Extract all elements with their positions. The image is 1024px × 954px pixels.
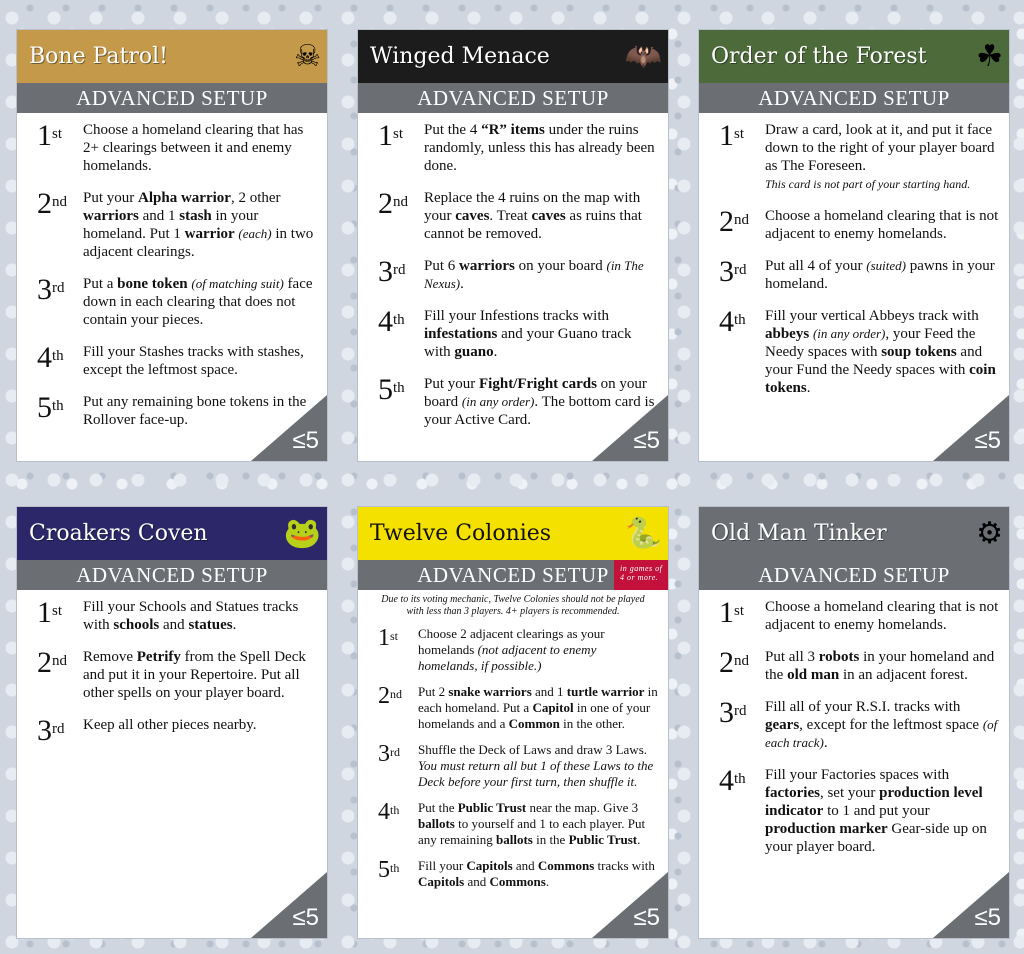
step-text: Put the 4 “R” items under the ruins randomly, unless this has already been done. bbox=[424, 122, 655, 174]
card-banner bbox=[17, 507, 327, 560]
step-ordinal: 2nd bbox=[719, 205, 749, 238]
setup-step bbox=[719, 598, 999, 634]
setup-step bbox=[719, 766, 999, 856]
setup-step bbox=[378, 307, 658, 361]
step-ordinal: 1st bbox=[37, 119, 63, 152]
step-ordinal: 2nd bbox=[378, 683, 402, 709]
step-ordinal: 1st bbox=[719, 119, 745, 152]
setup-step bbox=[378, 742, 658, 790]
step-ordinal: 5th bbox=[37, 391, 64, 424]
step-ordinal: 5th bbox=[378, 373, 405, 406]
player-count-label: ≤5 bbox=[974, 427, 1001, 454]
bat-icon: 🦇 bbox=[624, 39, 662, 73]
card-title: Old Man Tinker bbox=[711, 521, 887, 546]
advanced-setup-header bbox=[17, 560, 327, 590]
step-text: Shuffle the Deck of Laws and draw 3 Laws. You must return all but 1 of these Laws to the Deck before your first turn, then shuffle it. bbox=[418, 742, 654, 789]
card-banner bbox=[358, 507, 668, 560]
hooded-figure-icon: ☘ bbox=[976, 39, 1003, 73]
setup-step bbox=[37, 189, 317, 261]
setup-step bbox=[37, 648, 317, 702]
step-text: Fill your vertical Abbeys track with abbeys (in any order), your Feed the Needy spaces with soup tokens and your Fund the Needy spaces with coin tokens. bbox=[765, 308, 996, 396]
step-text: Replace the 4 ruins on the map with your caves. Treat caves as ruins that cannot be removed. bbox=[424, 190, 642, 242]
advanced-setup-label: ADVANCED SETUP bbox=[76, 85, 268, 110]
setup-step bbox=[37, 275, 317, 329]
step-text: Fill your Capitols and Commons tracks with Capitols and Commons. bbox=[418, 858, 655, 889]
setup-step bbox=[37, 716, 317, 746]
setup-step bbox=[719, 307, 999, 397]
step-text: Put a bone token (of matching suit) face down in each clearing that does not contain your pieces. bbox=[83, 276, 313, 328]
step-ordinal: 4th bbox=[378, 799, 400, 825]
player-count-corner bbox=[251, 872, 327, 938]
advanced-setup-label: ADVANCED SETUP bbox=[758, 562, 950, 587]
step-ordinal: 3rd bbox=[378, 255, 406, 288]
setup-step bbox=[378, 257, 658, 293]
player-count-corner bbox=[933, 872, 1009, 938]
setup-step bbox=[378, 626, 658, 674]
step-text: Put your Alpha warrior, 2 other warriors and 1 stash in your homeland. Put 1 warrior (each) in two adjacent clearings. bbox=[83, 190, 314, 260]
step-text: Choose a homeland clearing that is not adjacent to enemy homelands. bbox=[765, 599, 999, 633]
advanced-setup-label: ADVANCED SETUP bbox=[417, 85, 609, 110]
steps-list bbox=[699, 113, 1009, 397]
advanced-setup-label: ADVANCED SETUP bbox=[76, 562, 268, 587]
card-banner bbox=[699, 507, 1009, 560]
card-note: Due to its voting mechanic, Twelve Colonies should not be played with less than 3 players. 4+ players is recommended. bbox=[381, 594, 645, 617]
step-text: Fill your Factories spaces with factories, set your production level indicator to 1 and put your production marker Gear-side up on your player board. bbox=[765, 767, 987, 855]
step-text: Put all 3 robots in your homeland and the old man in an adjacent forest. bbox=[765, 649, 995, 683]
setup-step bbox=[719, 648, 999, 684]
step-text: Put any remaining bone tokens in the Rollover face-up. bbox=[83, 394, 307, 428]
step-text: Choose a homeland clearing that is not adjacent to enemy homelands. bbox=[765, 208, 999, 242]
step-ordinal: 1st bbox=[37, 596, 63, 629]
step-text: Fill all of your R.S.I. tracks with gears, except for the leftmost space (of each track). bbox=[765, 699, 998, 751]
setup-step bbox=[719, 207, 999, 243]
steps-list bbox=[358, 113, 668, 429]
steps-list bbox=[17, 113, 327, 429]
step-ordinal: 1st bbox=[378, 119, 404, 152]
advanced-setup-header bbox=[358, 560, 668, 590]
step-ordinal: 4th bbox=[37, 341, 64, 374]
player-count-corner bbox=[251, 395, 327, 461]
player-count-label: ≤5 bbox=[292, 427, 319, 454]
setup-step bbox=[37, 121, 317, 175]
advanced-setup-header bbox=[699, 560, 1009, 590]
setup-card bbox=[699, 30, 1009, 461]
setup-step bbox=[719, 121, 999, 193]
step-ordinal: 1st bbox=[378, 625, 399, 651]
step-ordinal: 4th bbox=[719, 305, 746, 338]
setup-card bbox=[699, 507, 1009, 938]
setup-step bbox=[378, 189, 658, 243]
step-ordinal: 3rd bbox=[37, 273, 65, 306]
advanced-setup-header bbox=[699, 83, 1009, 113]
card-title: Croakers Coven bbox=[29, 521, 208, 546]
card-banner bbox=[17, 30, 327, 83]
step-ordinal: 2nd bbox=[378, 187, 408, 220]
player-count-corner bbox=[933, 395, 1009, 461]
step-text: Draw a card, look at it, and put it face down to the right of your player board as The Foreseen. This card is not part of your starting hand. bbox=[765, 121, 999, 193]
step-text: Put 2 snake warriors and 1 turtle warrior in each homeland. Put a Capitol in one of your homelands and a Common in the other. bbox=[418, 684, 658, 731]
setup-step bbox=[378, 121, 658, 175]
steps-list bbox=[699, 590, 1009, 856]
step-text: Choose 2 adjacent clearings as your homelands (not adjacent to enemy homelands, if possible.) bbox=[418, 626, 605, 673]
skeleton-icon: ☠ bbox=[294, 39, 321, 73]
step-ordinal: 2nd bbox=[37, 646, 67, 679]
setup-card bbox=[358, 507, 668, 938]
step-text: Fill your Schools and Statues tracks with schools and statues. bbox=[83, 599, 299, 633]
steps-list bbox=[358, 618, 668, 890]
player-count-label: ≤5 bbox=[292, 904, 319, 931]
player-count-corner bbox=[592, 872, 668, 938]
step-text: Choose a homeland clearing that has 2+ clearings between it and enemy homelands. bbox=[83, 122, 304, 174]
step-ordinal: 5th bbox=[378, 857, 400, 883]
step-ordinal: 1st bbox=[719, 596, 745, 629]
card-title: Winged Menace bbox=[370, 44, 550, 69]
old-man-icon: ⚙ bbox=[976, 516, 1003, 550]
card-banner bbox=[699, 30, 1009, 83]
setup-step bbox=[719, 257, 999, 293]
setup-card bbox=[17, 507, 327, 938]
advanced-setup-header bbox=[358, 83, 668, 113]
steps-list bbox=[17, 590, 327, 746]
card-title: Order of the Forest bbox=[711, 44, 927, 69]
step-ordinal: 3rd bbox=[37, 714, 65, 747]
card-banner bbox=[358, 30, 668, 83]
step-ordinal: 4th bbox=[719, 764, 746, 797]
step-text: Put 6 warriors on your board (in The Nexus). bbox=[424, 258, 644, 292]
setup-step bbox=[37, 343, 317, 379]
step-ordinal: 3rd bbox=[719, 696, 747, 729]
step-ordinal: 4th bbox=[378, 305, 405, 338]
card-title: Twelve Colonies bbox=[370, 521, 552, 546]
snake-icon: 🐍 bbox=[624, 516, 662, 550]
setup-step bbox=[378, 800, 658, 848]
setup-step bbox=[37, 598, 317, 634]
step-note: This card is not part of your starting hand. bbox=[765, 177, 971, 191]
player-count-label: ≤5 bbox=[633, 427, 660, 454]
step-text: Put your Fight/Fright cards on your board (in any order). The bottom card is your Active Card. bbox=[424, 376, 655, 428]
step-text: Fill your Stashes tracks with stashes, except the leftmost space. bbox=[83, 344, 304, 378]
step-text: Put all 4 of your (suited) pawns in your homeland. bbox=[765, 258, 995, 292]
advanced-setup-label: ADVANCED SETUP bbox=[758, 85, 950, 110]
step-text: Fill your Infestions tracks with infestations and your Guano track with guano. bbox=[424, 308, 632, 360]
step-ordinal: 3rd bbox=[378, 741, 400, 767]
frog-icon: 🐸 bbox=[283, 516, 321, 550]
setup-card bbox=[358, 30, 668, 461]
setup-card bbox=[17, 30, 327, 461]
step-text: Keep all other pieces nearby. bbox=[83, 717, 257, 733]
step-text: Remove Petrify from the Spell Deck and put it in your Repertoire. Put all other spells on your player board. bbox=[83, 649, 306, 701]
advanced-setup-label: ADVANCED SETUP bbox=[417, 562, 609, 587]
player-count-corner bbox=[592, 395, 668, 461]
step-ordinal: 2nd bbox=[719, 646, 749, 679]
setup-step bbox=[719, 698, 999, 752]
player-count-label: ≤5 bbox=[974, 904, 1001, 931]
step-ordinal: 2nd bbox=[37, 187, 67, 220]
setup-step bbox=[378, 684, 658, 732]
card-title: Bone Patrol! bbox=[29, 44, 169, 69]
advanced-setup-header bbox=[17, 83, 327, 113]
player-count-label: ≤5 bbox=[633, 904, 660, 931]
step-text: Put the Public Trust near the map. Give 3 ballots to yourself and 1 to each player. Put any remaining ballots in the Public Trust. bbox=[418, 800, 646, 847]
step-ordinal: 3rd bbox=[719, 255, 747, 288]
games-tag: in games of 4 or more. bbox=[614, 560, 668, 590]
